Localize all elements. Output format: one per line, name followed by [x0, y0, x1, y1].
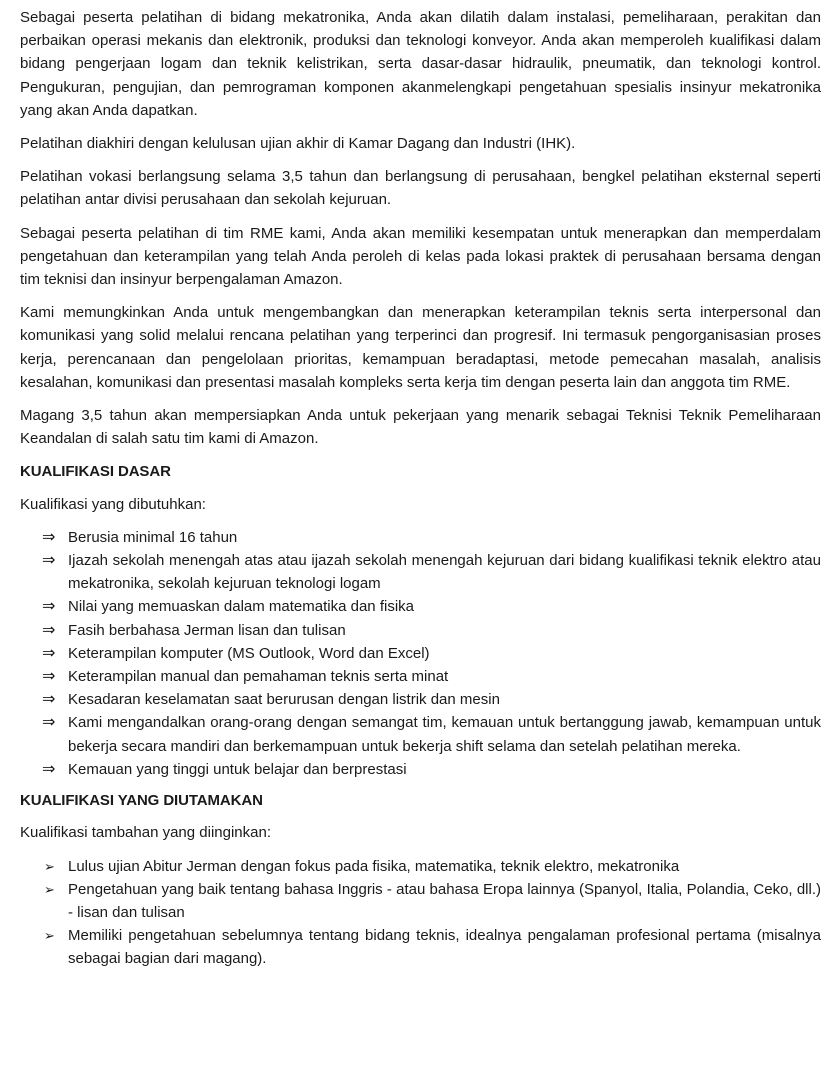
preferred-qualifications-heading: KUALIFIKASI YANG DIUTAMAKAN	[20, 792, 263, 810]
arrow-bullet-icon: ⇒	[42, 552, 56, 570]
basic-qualifications-heading: KUALIFIKASI DASAR	[20, 463, 171, 481]
arrow-bullet-icon: ⇒	[42, 528, 56, 546]
list-item: ➢ Pengetahuan yang baik tentang bahasa Inggris - atau bahasa Eropa lainnya (Spanyol, Italia, Polandia, Ceko, dll.) - lisan dan tulisan	[20, 878, 821, 924]
paragraph-rme-team: Sebagai peserta pelatihan di tim RME kami, Anda akan memiliki kesempatan untuk menerapkan dan memperdalam pengetahuan dan keterampilan yang telah Anda peroleh di kelas pada lokasi praktek di perusahaan bersama dengan tim teknisi dan insinyur berpengalaman Amazon.	[20, 224, 821, 289]
triangle-bullet-icon: ➢	[44, 858, 55, 874]
paragraph-training-duration: Pelatihan vokasi berlangsung selama 3,5 tahun dan berlangsung di perusahaan, bengkel pelatihan eksternal seperti pelatihan antar divisi perusahaan dan sekolah kejuruan.	[20, 168, 821, 209]
paragraph-apprenticeship: Magang 3,5 tahun akan mempersiapkan Anda untuk pekerjaan yang menarik sebagai Teknisi Teknik Pemeliharaan Keandalan di salah satu tim kami di Amazon.	[20, 407, 821, 448]
preferred-qualifications-intro: Kualifikasi tambahan yang diinginkan:	[20, 824, 271, 842]
triangle-bullet-icon: ➢	[44, 881, 55, 897]
list-item: ⇒ Fasih berbahasa Jerman lisan dan tulisan	[20, 619, 821, 642]
arrow-bullet-icon: ⇒	[42, 668, 56, 686]
list-item: ➢ Memiliki pengetahuan sebelumnya tentang bidang teknis, idealnya pengalaman profesional pertama (misalnya sebagai bagian dari magang).	[20, 924, 821, 970]
arrow-bullet-icon: ⇒	[42, 644, 56, 662]
paragraph-training-overview: Sebagai peserta pelatihan di bidang mekatronika, Anda akan dilatih dalam instalasi, pemeliharaan, perakitan dan perbaikan operasi mekanis dan elektronik, produksi dan teknologi konveyor. Anda akan memperoleh kualifikasi dalam bidang pengerjaan logam dan teknik kelistrikan, serta dasar-dasar hidraulik, pneumatik, dan teknologi kontrol. Pengukuran, pengujian, dan pemrograman komponen akanmelengkapi pengetahuan spesialis insinyur mekatronika yang akan Anda dapatkan.	[20, 9, 821, 119]
list-item: ⇒ Kesadaran keselamatan saat berurusan dengan listrik dan mesin	[20, 688, 821, 711]
basic-qualifications-intro: Kualifikasi yang dibutuhkan:	[20, 495, 206, 513]
list-item: ➢ Lulus ujian Abitur Jerman dengan fokus pada fisika, matematika, teknik elektro, mekatronika	[20, 855, 821, 878]
triangle-bullet-icon: ➢	[44, 928, 55, 944]
arrow-bullet-icon: ⇒	[42, 691, 56, 709]
list-item: ⇒ Berusia minimal 16 tahun	[20, 526, 821, 549]
list-item: ⇒ Keterampilan manual dan pemahaman teknis serta minat	[20, 665, 821, 688]
list-item: ⇒ Ijazah sekolah menengah atas atau ijazah sekolah menengah kejuruan dari bidang kualifikasi teknik elektro atau mekatronika, sekolah kejuruan teknologi logam	[20, 549, 821, 595]
list-item: ⇒ Kami mengandalkan orang-orang dengan semangat tim, kemauan untuk bertanggung jawab, kemampuan untuk bekerja secara mandiri dan berkemampuan untuk bekerja shift selama dan setelah pelatihan mereka.	[20, 711, 821, 757]
arrow-bullet-icon: ⇒	[42, 621, 56, 639]
arrow-bullet-icon: ⇒	[42, 714, 56, 732]
paragraph-skills-development: Kami memungkinkan Anda untuk mengembangkan dan menerapkan keterampilan teknis serta interpersonal dan komunikasi yang solid melalui rencana pelatihan yang terperinci dan progresif. Ini termasuk pengorganisasian proses kerja, perencanaan dan pengelolaan prioritas, kemampuan beradaptasi, metode pemecahan masalah, analisis kesalahan, komunikasi dan presentasi masalah kompleks serta kerja tim dengan peserta lain dan anggota tim RME.	[20, 304, 821, 391]
list-item: ⇒ Keterampilan komputer (MS Outlook, Word dan Excel)	[20, 642, 821, 665]
basic-qualifications-list	[20, 526, 821, 781]
arrow-bullet-icon: ⇒	[42, 760, 56, 778]
list-item: ⇒ Nilai yang memuaskan dalam matematika dan fisika	[20, 595, 821, 618]
preferred-qualifications-list	[20, 855, 821, 971]
arrow-bullet-icon: ⇒	[42, 598, 56, 616]
list-item: ⇒ Kemauan yang tinggi untuk belajar dan berprestasi	[20, 758, 821, 781]
paragraph-final-exam: Pelatihan diakhiri dengan kelulusan ujian akhir di Kamar Dagang dan Industri (IHK).	[20, 135, 576, 153]
